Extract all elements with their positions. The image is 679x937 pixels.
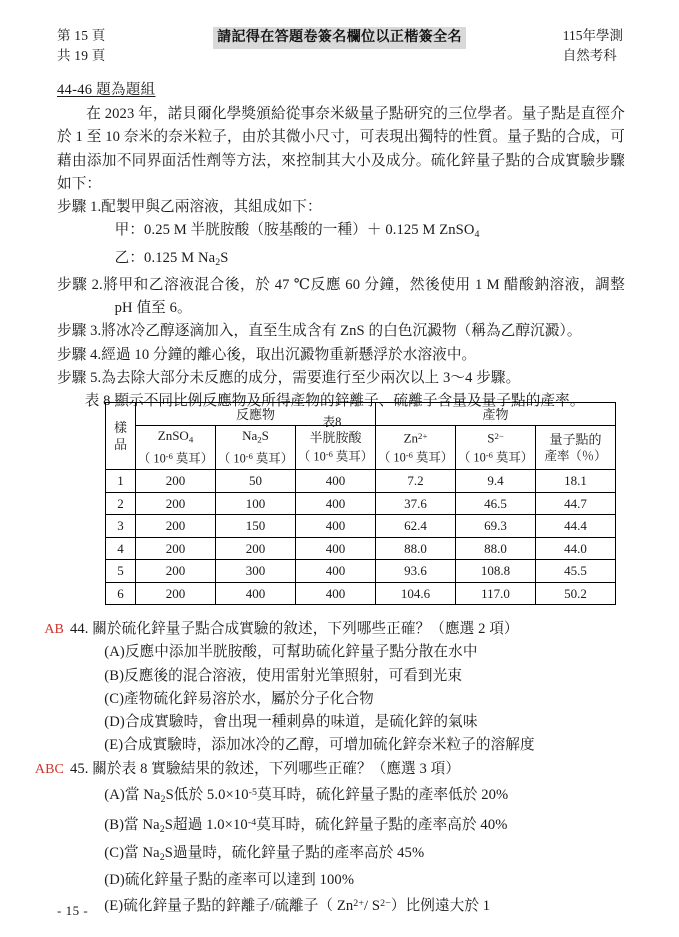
exam-year: 115年學測 [562,28,623,43]
step-3: 步驟 3.將冰冷乙醇逐滴加入，直至生成含有 ZnS 的白色沉澱物（稱為乙醇沉澱）。 [57,323,582,340]
answer-key: AB [44,622,64,637]
cell-yield: 45.5 [536,560,616,583]
cell-na2s: 50 [216,470,296,493]
col-header-s-ion: $S^{2-}$ （ $10^{-6}$ 莫耳） [456,426,536,470]
cell-znso4: 200 [136,560,216,583]
question-option [20,688,660,711]
cell-cysteine: 400 [296,560,376,583]
page-header [0,26,679,68]
cell-sample: 1 [106,470,136,493]
cell-znso4: 200 [136,537,216,560]
col-header-cysteine: 半胱胺酸 （ $10^{-6}$ 莫耳） [296,426,376,470]
cell-yield: 50.2 [536,582,616,605]
cell-cysteine: 400 [296,470,376,493]
sample-header [106,403,136,470]
cell-sample: 6 [106,582,136,605]
cell-s: 88.0 [456,537,536,560]
table-row [106,492,616,515]
solution-yi-text-tail: S [220,249,229,266]
signature-reminder-banner: 請記得在答題卷簽名欄位以正楷簽全名 [213,27,466,49]
cell-na2s: 400 [216,582,296,605]
solution-jia-text: 0.25 M 半胱胺酸（胺基酸的一種）＋ 0.125 M ZnSO [144,222,475,239]
cell-s: 108.8 [456,560,536,583]
question-option [20,641,660,664]
table-row [106,537,616,560]
cell-s: 69.3 [456,515,536,538]
exam-subject: 自然考科 [562,48,617,63]
cell-s: 9.4 [456,470,536,493]
col-header-znso4: ZnSO$_4$ （ $10^{-6}$ 莫耳） [136,426,216,470]
option-text: (B)當 $Na_2S$超過 $1.0\times 10^{-4}$莫耳時，硫化鋅量子點的產率高於 40% [104,817,508,836]
cell-znso4: 200 [136,582,216,605]
solution-yi-subscript: 2 [215,256,221,268]
solution-jia-prefix: 甲： [114,222,145,239]
cell-zn: 104.6 [376,582,456,605]
cell-na2s: 300 [216,560,296,583]
table-row [106,470,616,493]
table-row [106,582,616,605]
cell-znso4: 200 [136,515,216,538]
option-text: (A)反應中添加半胱胺酸，可幫助硫化鋅量子點分散在水中 [104,644,478,661]
cell-sample: 2 [106,492,136,515]
cell-cysteine: 400 [296,515,376,538]
cell-zn: 37.6 [376,492,456,515]
cell-na2s: 100 [216,492,296,515]
table-row [106,515,616,538]
page-total: 共 19 頁 [57,48,106,63]
solution-yi-text: 0.125 M Na [144,249,216,266]
col-header-na2s: $Na_2S$ （ $10^{-6}$ 莫耳） [216,426,296,470]
question-option [20,734,660,757]
results-table [105,402,616,605]
cell-zn: 88.0 [376,537,456,560]
cell-zn: 62.4 [376,515,456,538]
cell-znso4: 200 [136,470,216,493]
step-4: 步驟 4.經過 10 分鐘的離心後，取出沉澱物重新懸浮於水溶液中。 [57,346,477,363]
group-header-products: 產物 [376,403,616,426]
cell-yield: 44.4 [536,515,616,538]
cell-sample: 4 [106,537,136,560]
cell-yield: 18.1 [536,470,616,493]
cell-s: 117.0 [456,582,536,605]
option-text: (C)當 $Na_2S$過量時，硫化鋅量子點的產率高於 45% [104,844,425,863]
questions-area [20,618,660,918]
results-table-body [106,470,616,605]
step-2: 步驟 2.將甲和乙溶液混合後，於 47 ℃反應 60 分鐘，然後使用 1 M 醋酸鈉溶液，調整 pH 值至 6。 [57,276,625,316]
question-group-title: 44-46 題為題組 [57,82,156,98]
cell-na2s: 150 [216,515,296,538]
option-text: (E)硫化鋅量子點的鋅離子/硫離子（ $Zn^{2+}/$ $S^{2-}$）比例遠大於 1 [104,897,491,915]
cell-znso4: 200 [136,492,216,515]
exam-title-block [563,26,623,66]
cell-s: 46.5 [456,492,536,515]
question-option [20,665,660,688]
cell-sample: 3 [106,515,136,538]
table-row [106,560,616,583]
page-current: 第 15 頁 [57,28,106,43]
cell-zn: 93.6 [376,560,456,583]
solution-jia [57,219,625,246]
table-caption: 表 8 顯示不同比例反應物及所得產物的鋅離子、硫離子含量及量子點的產率。 [84,393,585,410]
answer-key: ABC [34,761,64,777]
option-text: (D)合成實驗時，會出現一種刺鼻的味道，是硫化鋅的氣味 [104,714,478,731]
question-option [20,892,660,918]
results-table-wrap [105,402,615,605]
cell-zn: 7.2 [376,470,456,493]
col-header-zn-ion: $Zn^{2+}$ （ $10^{-6}$ 莫耳） [376,426,456,470]
question-block [20,618,660,641]
cell-sample: 5 [106,560,136,583]
table-column-header-row [106,426,616,470]
option-text: (A)當 $Na_2S$低於 $5.0\times 10^{-5}$莫耳時，硫化鋅量子點的產率低於 20% [104,787,509,805]
option-text: (C)產物硫化鋅易溶於水，屬於分子化合物 [104,690,374,707]
question-option [20,842,660,869]
passage-area [57,80,625,431]
question-option [20,869,660,892]
group-header-reactants: 反應物 [136,403,376,426]
option-text: (B)反應後的混合溶液，使用雷射光筆照射，可看到光束 [104,667,463,684]
footer-page-mark: - 15 - [57,903,89,918]
cell-yield: 44.0 [536,537,616,560]
col-header-yield: 量子點的 產率（％） [536,426,616,470]
passage-paragraph: 在 2023 年，諾貝爾化學獎頒給從事奈米級量子點研究的三位學者。量子點是直徑介於 1 至 10 奈米的奈米粒子，由於其微小尺寸，可表現出獨特的性質。量子點的合成，可藉由添加不同界面活性劑等方法，來控制其大小及成分。硫化鋅量子點的合成實驗步驟如下： [57,106,625,192]
question-option [20,811,660,841]
table-label: 表8 [322,415,342,430]
question-option [20,781,660,811]
cell-cysteine: 400 [296,537,376,560]
cell-cysteine: 400 [296,492,376,515]
cell-cysteine: 400 [296,582,376,605]
step-5: 步驟 5.為去除大部分未反應的成分，需要進行至少兩次以上 3～4 步驟。 [57,369,521,386]
question-block [20,758,660,781]
option-text: (E)合成實驗時，添加冰冷的乙醇，可增加硫化鋅奈米粒子的溶解度 [104,737,535,754]
cell-yield: 44.7 [536,492,616,515]
step-1: 步驟 1.配製甲與乙兩溶液，其組成如下： [57,199,322,216]
question-stem: 45. 關於表 8 實驗結果的敘述，下列哪些正確？（應選 3 項） [70,760,461,777]
option-text: (D)硫化鋅量子點的產率可以達到 100% [104,871,355,888]
question-stem: 44. 關於硫化鋅量子點合成實驗的敘述，下列哪些正確？（應選 2 項） [70,621,519,637]
question-option [20,711,660,734]
solution-yi [57,247,625,274]
table-group-header-row [106,403,616,426]
sample-header-char-2: 品 [113,437,127,452]
sample-header-char-1: 樣 [113,420,127,435]
cell-na2s: 200 [216,537,296,560]
solution-jia-subscript: 4 [474,229,480,241]
solution-yi-prefix: 乙： [114,249,145,266]
